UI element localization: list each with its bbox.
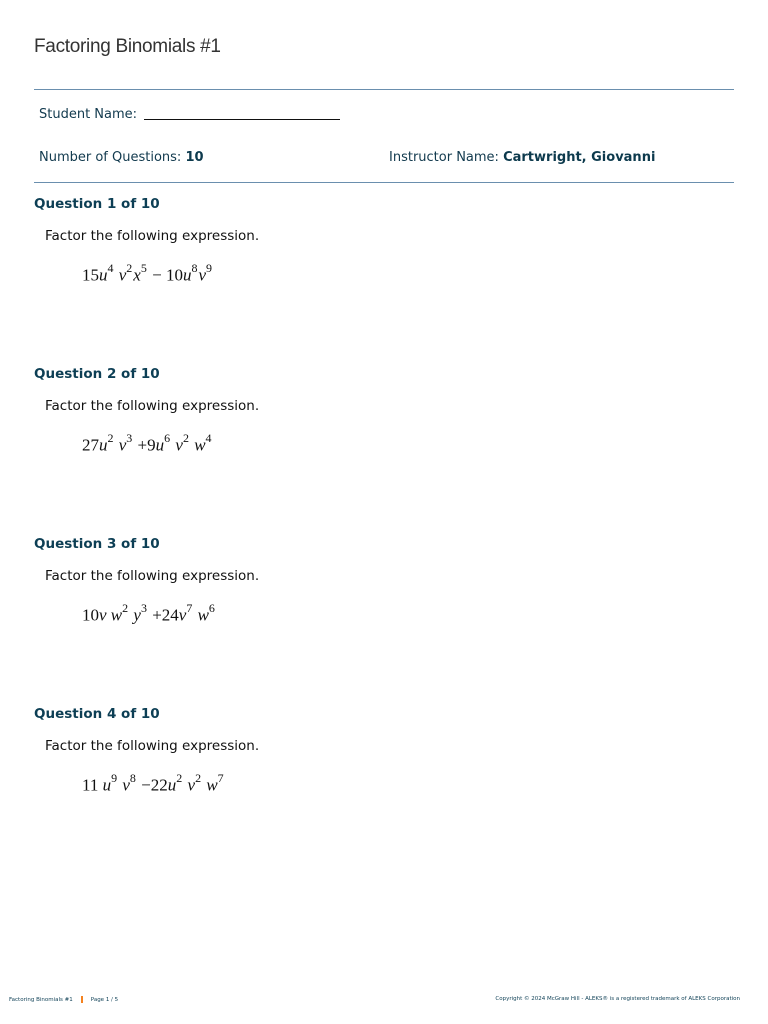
footer-title: Factoring Binomials #1 [9,997,73,1003]
question-1-prompt: Factor the following expression. [45,228,260,244]
question-1-heading: Question 1 of 10 [34,196,160,212]
question-3-expression: 10v $w^2$ $y^3 +24v^7$ $w^6$ [82,601,215,625]
top-divider [34,89,734,90]
header-divider [34,182,734,183]
question-4-prompt: Factor the following expression. [45,738,260,754]
question-4-expression: 11 $u^9$ $v^8 -22u^2$ $v^2$ $w^7$ [82,771,224,795]
worksheet-title: Factoring Binomials #1 [34,36,221,57]
instructor-name-label: Instructor Name: [389,150,499,165]
question-2-heading: Question 2 of 10 [34,366,160,382]
student-name-row [39,107,340,122]
instructor-name-value: Cartwright, Giovanni [503,150,656,165]
question-2-expression: $27u^2$ $v^3 +9u^6$ $v^2$ $w^4$ [82,431,212,455]
question-1-expression: $15u^4$ $v^2x^5 - 10u^8v^9$ [82,261,212,285]
student-name-blank[interactable] [144,119,340,120]
instructor-name [389,150,655,165]
number-of-questions [39,150,204,165]
page-number: Page 1 / 5 [90,997,119,1003]
question-4-heading: Question 4 of 10 [34,706,160,722]
question-3-heading: Question 3 of 10 [34,536,160,552]
footer-copyright: Copyright © 2024 McGraw Hill - ALEKS® is a registered trademark of ALEKS Corporation [495,996,740,1002]
number-of-questions-label: Number of Questions: [39,150,182,165]
footer-left [9,996,118,1003]
footer-separator [81,996,83,1003]
number-of-questions-value: 10 [185,150,204,165]
question-3-prompt: Factor the following expression. [45,568,260,584]
student-name-label: Student Name: [39,107,138,122]
question-2-prompt: Factor the following expression. [45,398,260,414]
